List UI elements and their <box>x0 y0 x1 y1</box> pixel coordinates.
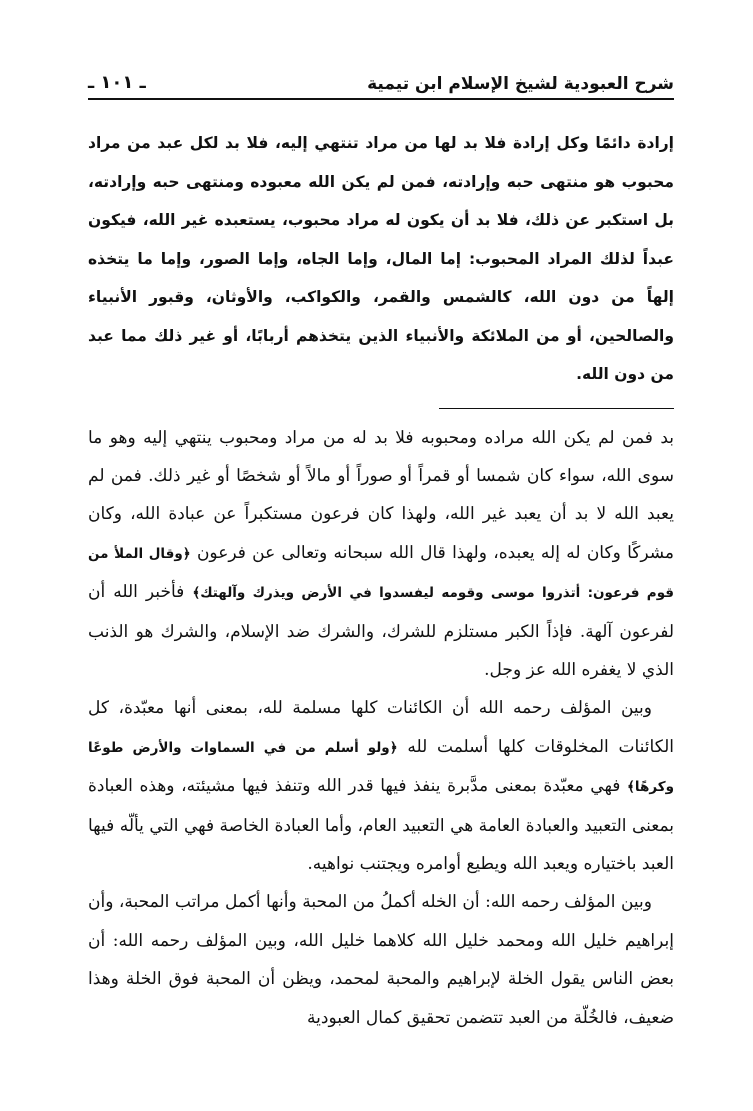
header-title: شرح العبودية لشيخ الإسلام ابن تيمية <box>367 73 674 94</box>
commentary-text: وبين المؤلف رحمه الله أن الكائنات كلها مسلمة لله، بمعنى أنها معبّدة، كل الكائنات المخلوقات كلها أسلمت لله <box>88 698 674 757</box>
commentary-text: فأخبر الله أن لفرعون آلهة. فإذاً الكبر مستلزم للشرك، والشرك ضد الإسلام، والشرك هو الذنب الذي لا يغفره الله عز وجل. <box>88 582 674 680</box>
quran-verse: ﴿ولو أسلم من في السماوات والأرض طوعًا وكرهًا﴾ <box>88 739 674 796</box>
commentary-text: بد فمن لم يكن الله مراده ومحبوبه فلا بد له من مراد ومحبوب ينتهي إليه وهو ما سوى الله، سواء كان شمسا أو قمراً أو صوراً أو مالاً أو شخصًا أو غير ذلك. فمن لم يعبد الله لا بد أن يعبد غير الله، ولهذا كان فرعون مستكبراً عن عبادة الله، وكان مشركًا وكان له إله يعبده، ولهذا قال الله سبحانه وتعالى عن فرعون <box>88 427 675 563</box>
commentary-paragraph-3: وبين المؤلف رحمه الله: أن الخله أكملُ من المحبة وأنها أكمل مراتب المحبة، وأن إبراهيم خليل الله ومحمد خليل الله كلاهما خليل الله، وبين المؤلف رحمه الله: أن بعض الناس يقول الخلة لإبراهيم والمحبة لمحمد، ويظن أن المحبة فوق الخلة وهذا ضعيف، فالخُلّة من العبد تتضمن تحقيق كمال العبودية <box>88 892 674 1028</box>
footnote-divider <box>439 408 674 409</box>
book-page <box>88 60 674 1070</box>
page-number: ـ ١٠١ ـ <box>88 72 146 94</box>
quran-verse: ﴿وقال الملأ من قوم فرعون: أتذروا موسى وقومه ليفسدوا في الأرض ويذرك وآلهتك﴾ <box>88 545 674 602</box>
main-text: إرادة دائمًا وكل إرادة فلا بد لها من مراد تنتهي إليه، فلا بد لكل عبد من مراد محبوب هو منتهى حبه وإرادته، فمن لم يكن الله معبوده ومنتهى حبه وإرادته، بل استكبر عن ذلك، فلا بد أن يكون له مراد محبوب، يستعبده غير الله، فيكون عبداً لذلك المراد المحبوب: إما المال، وإما الجاه، وإما الصور، وإما ما يتخذه إلهاً من دون الله، كالشمس والقمر، والكواكب، والأوثان، وقبور الأنبياء والصالحين، أو من الملائكة والأنبياء الذين يتخذهم أربابًا، أو غير ذلك مما عبد من دون الله. <box>88 134 674 383</box>
commentary-text: فهي معبّدة بمعنى مدَّبرة ينفذ فيها قدر الله وتنفذ فيها مشيئته، وهذه العبادة بمعنى التعبيد والعبادة العامة هي التعبيد العام، وأما العبادة الخاصة فهي التي يألّه فيها العبد باختياره ويعبد الله ويطيع أوامره ويجتنب نواهيه. <box>88 776 674 874</box>
running-header <box>88 60 674 100</box>
commentary-paragraph-2 <box>88 689 674 883</box>
commentary <box>88 419 674 1038</box>
commentary-paragraph-1 <box>88 419 674 690</box>
